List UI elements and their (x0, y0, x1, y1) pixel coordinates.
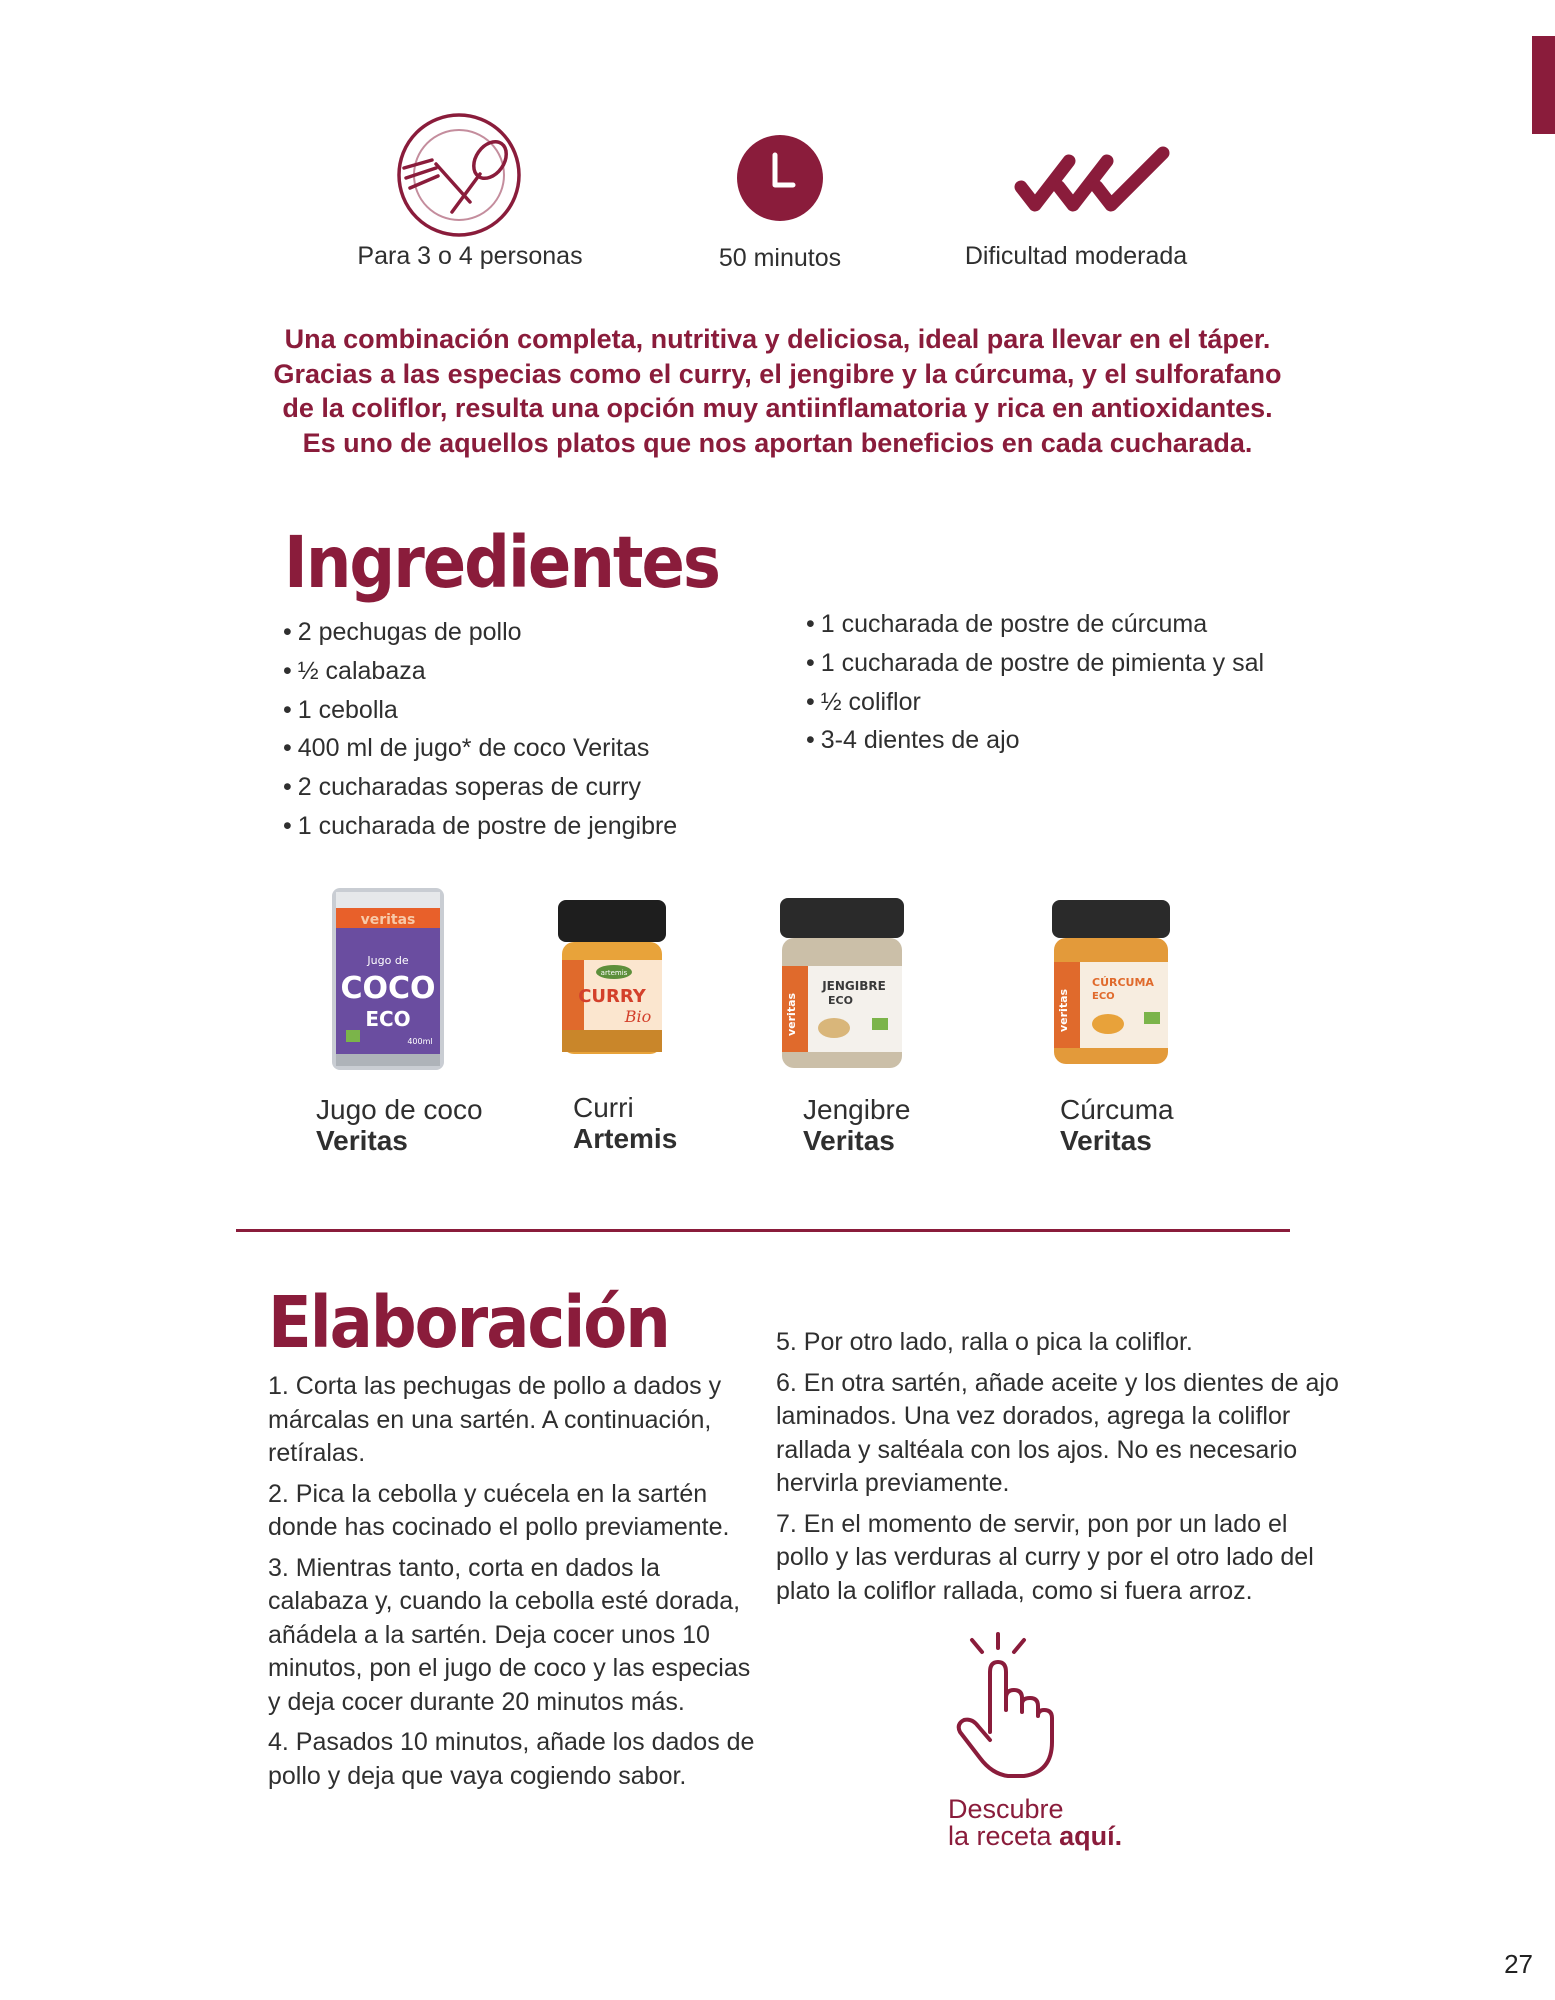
product-brand: Veritas (803, 1125, 895, 1156)
difficulty-label: Dificultad moderada (964, 242, 1188, 270)
steps-col2 (776, 1326, 1341, 1615)
label-text: JENGIBRE (822, 979, 886, 993)
step-item: 5. Por otro lado, ralla o pica la coliflor. (776, 1328, 1193, 1356)
ingredients-list-col2 (806, 605, 1366, 760)
step-item: 4. Pasados 10 minutos, añade los dados de pollo y deja que vaya cogiendo sabor. (268, 1728, 755, 1790)
list-item: • 1 cucharada de postre de jengibre (283, 807, 783, 846)
list-item: • 400 ml de jugo* de coco Veritas (283, 729, 783, 768)
step-item: 3. Mientras tanto, corta en dados la calabaza y, cuando la cebolla esté dorada, añádela a la sartén. Deja cocer unos 10 minutos, pon el jugo de coco y las especias y deja cocer durante 20 minutos más. (268, 1553, 751, 1716)
product-name: Curri (573, 1092, 634, 1123)
label-text: ECO (365, 1007, 411, 1031)
product-caption-ginger (803, 1094, 910, 1156)
product-brand: Artemis (573, 1123, 678, 1154)
time-label: 50 minutos (718, 244, 842, 272)
label-text: Jugo de (367, 954, 409, 967)
plate-fork-spoon-icon (392, 108, 527, 243)
page-number: 27 (1504, 1949, 1533, 1979)
servings-label: Para 3 o 4 personas (357, 242, 583, 270)
cta-text[interactable] (948, 1796, 1122, 1850)
list-item: • 2 pechugas de pollo (283, 613, 783, 652)
list-item: • ½ calabaza (283, 652, 783, 691)
cta-line (948, 1823, 1122, 1850)
intro-text (150, 322, 1405, 460)
step-item: 7. En el momento de servir, pon por un lado el pollo y las verduras al curry y por el otro lado del plato la coliflor rallada, como si fuera arroz. (776, 1509, 1314, 1605)
product-name: Jugo de coco (316, 1094, 483, 1125)
label-text: artemis (600, 969, 628, 977)
label-text: veritas (360, 912, 416, 928)
section-divider (236, 1229, 1290, 1232)
list-item: • 3-4 dientes de ajo (806, 721, 1366, 760)
label-text: 400ml (407, 1037, 433, 1046)
cta-line2: la receta (948, 1821, 1052, 1851)
clock-icon (735, 133, 825, 223)
label-text: veritas (1057, 988, 1070, 1032)
product-caption-turmeric (1060, 1094, 1174, 1156)
triple-check-icon (1013, 145, 1173, 215)
product-name: Jengibre (803, 1094, 911, 1125)
label-text: veritas (785, 992, 798, 1036)
intro-line: de la coliflor, resulta una opción muy antiinflamatoria y rica en antioxidantes. (282, 393, 1273, 423)
label-text: Bio (624, 1007, 652, 1026)
section-tab-marker (1532, 36, 1555, 134)
pointing-hand-icon (948, 1632, 1060, 1782)
list-item: • 1 cebolla (283, 691, 783, 730)
label-text: COCO (340, 971, 436, 1006)
cta-here-link[interactable]: aquí. (1059, 1821, 1123, 1851)
product-image-curry (554, 898, 670, 1062)
product-brand: Veritas (316, 1125, 408, 1156)
product-caption-coconut-juice (316, 1094, 483, 1156)
product-name: Cúrcuma (1060, 1094, 1174, 1125)
label-text: ECO (1092, 991, 1115, 1002)
product-image-turmeric (1048, 898, 1174, 1070)
product-image-ginger (776, 896, 908, 1074)
list-item: • 2 cucharadas soperas de curry (283, 768, 783, 807)
ingredients-list-col1 (283, 613, 783, 846)
list-item: • 1 cucharada de postre de cúrcuma (806, 605, 1366, 644)
intro-line: Una combinación completa, nutritiva y deliciosa, ideal para llevar en el táper. (284, 324, 1271, 354)
intro-line: Gracias a las especias como el curry, el jengibre y la cúrcuma, y el sulforafano (273, 358, 1282, 389)
label-text: CURRY (578, 986, 646, 1007)
step-item: 1. Corta las pechugas de pollo a dados y márcalas en una sartén. A continuación, retíralas. (268, 1372, 722, 1467)
ingredients-title: Ingredientes (284, 522, 719, 605)
product-caption-curry (573, 1092, 677, 1154)
label-text: CÚRCUMA (1092, 976, 1154, 989)
step-item: 2. Pica la cebolla y cuécela en la sartén donde has cocinado el pollo previamente. (268, 1479, 730, 1541)
label-text: ECO (828, 994, 853, 1007)
product-brand: Veritas (1060, 1125, 1152, 1156)
elaboration-title: Elaboración (268, 1282, 669, 1365)
cta-line: Descubre (948, 1794, 1064, 1824)
list-item: • 1 cucharada de postre de pimienta y sal (806, 644, 1366, 683)
cta-link[interactable] (948, 1632, 1108, 1802)
steps-col1 (268, 1370, 758, 1800)
step-item: 6. En otra sartén, añade aceite y los dientes de ajo laminados. Una vez dorados, agrega la coliflor rallada y saltéala con los ajos. No es necesario hervirla previamente. (776, 1368, 1339, 1497)
product-image-coconut-juice (330, 884, 446, 1074)
list-item: • ½ coliflor (806, 683, 1366, 722)
intro-line: Es uno de aquellos platos que nos aportan beneficios en cada cucharada. (302, 427, 1253, 458)
